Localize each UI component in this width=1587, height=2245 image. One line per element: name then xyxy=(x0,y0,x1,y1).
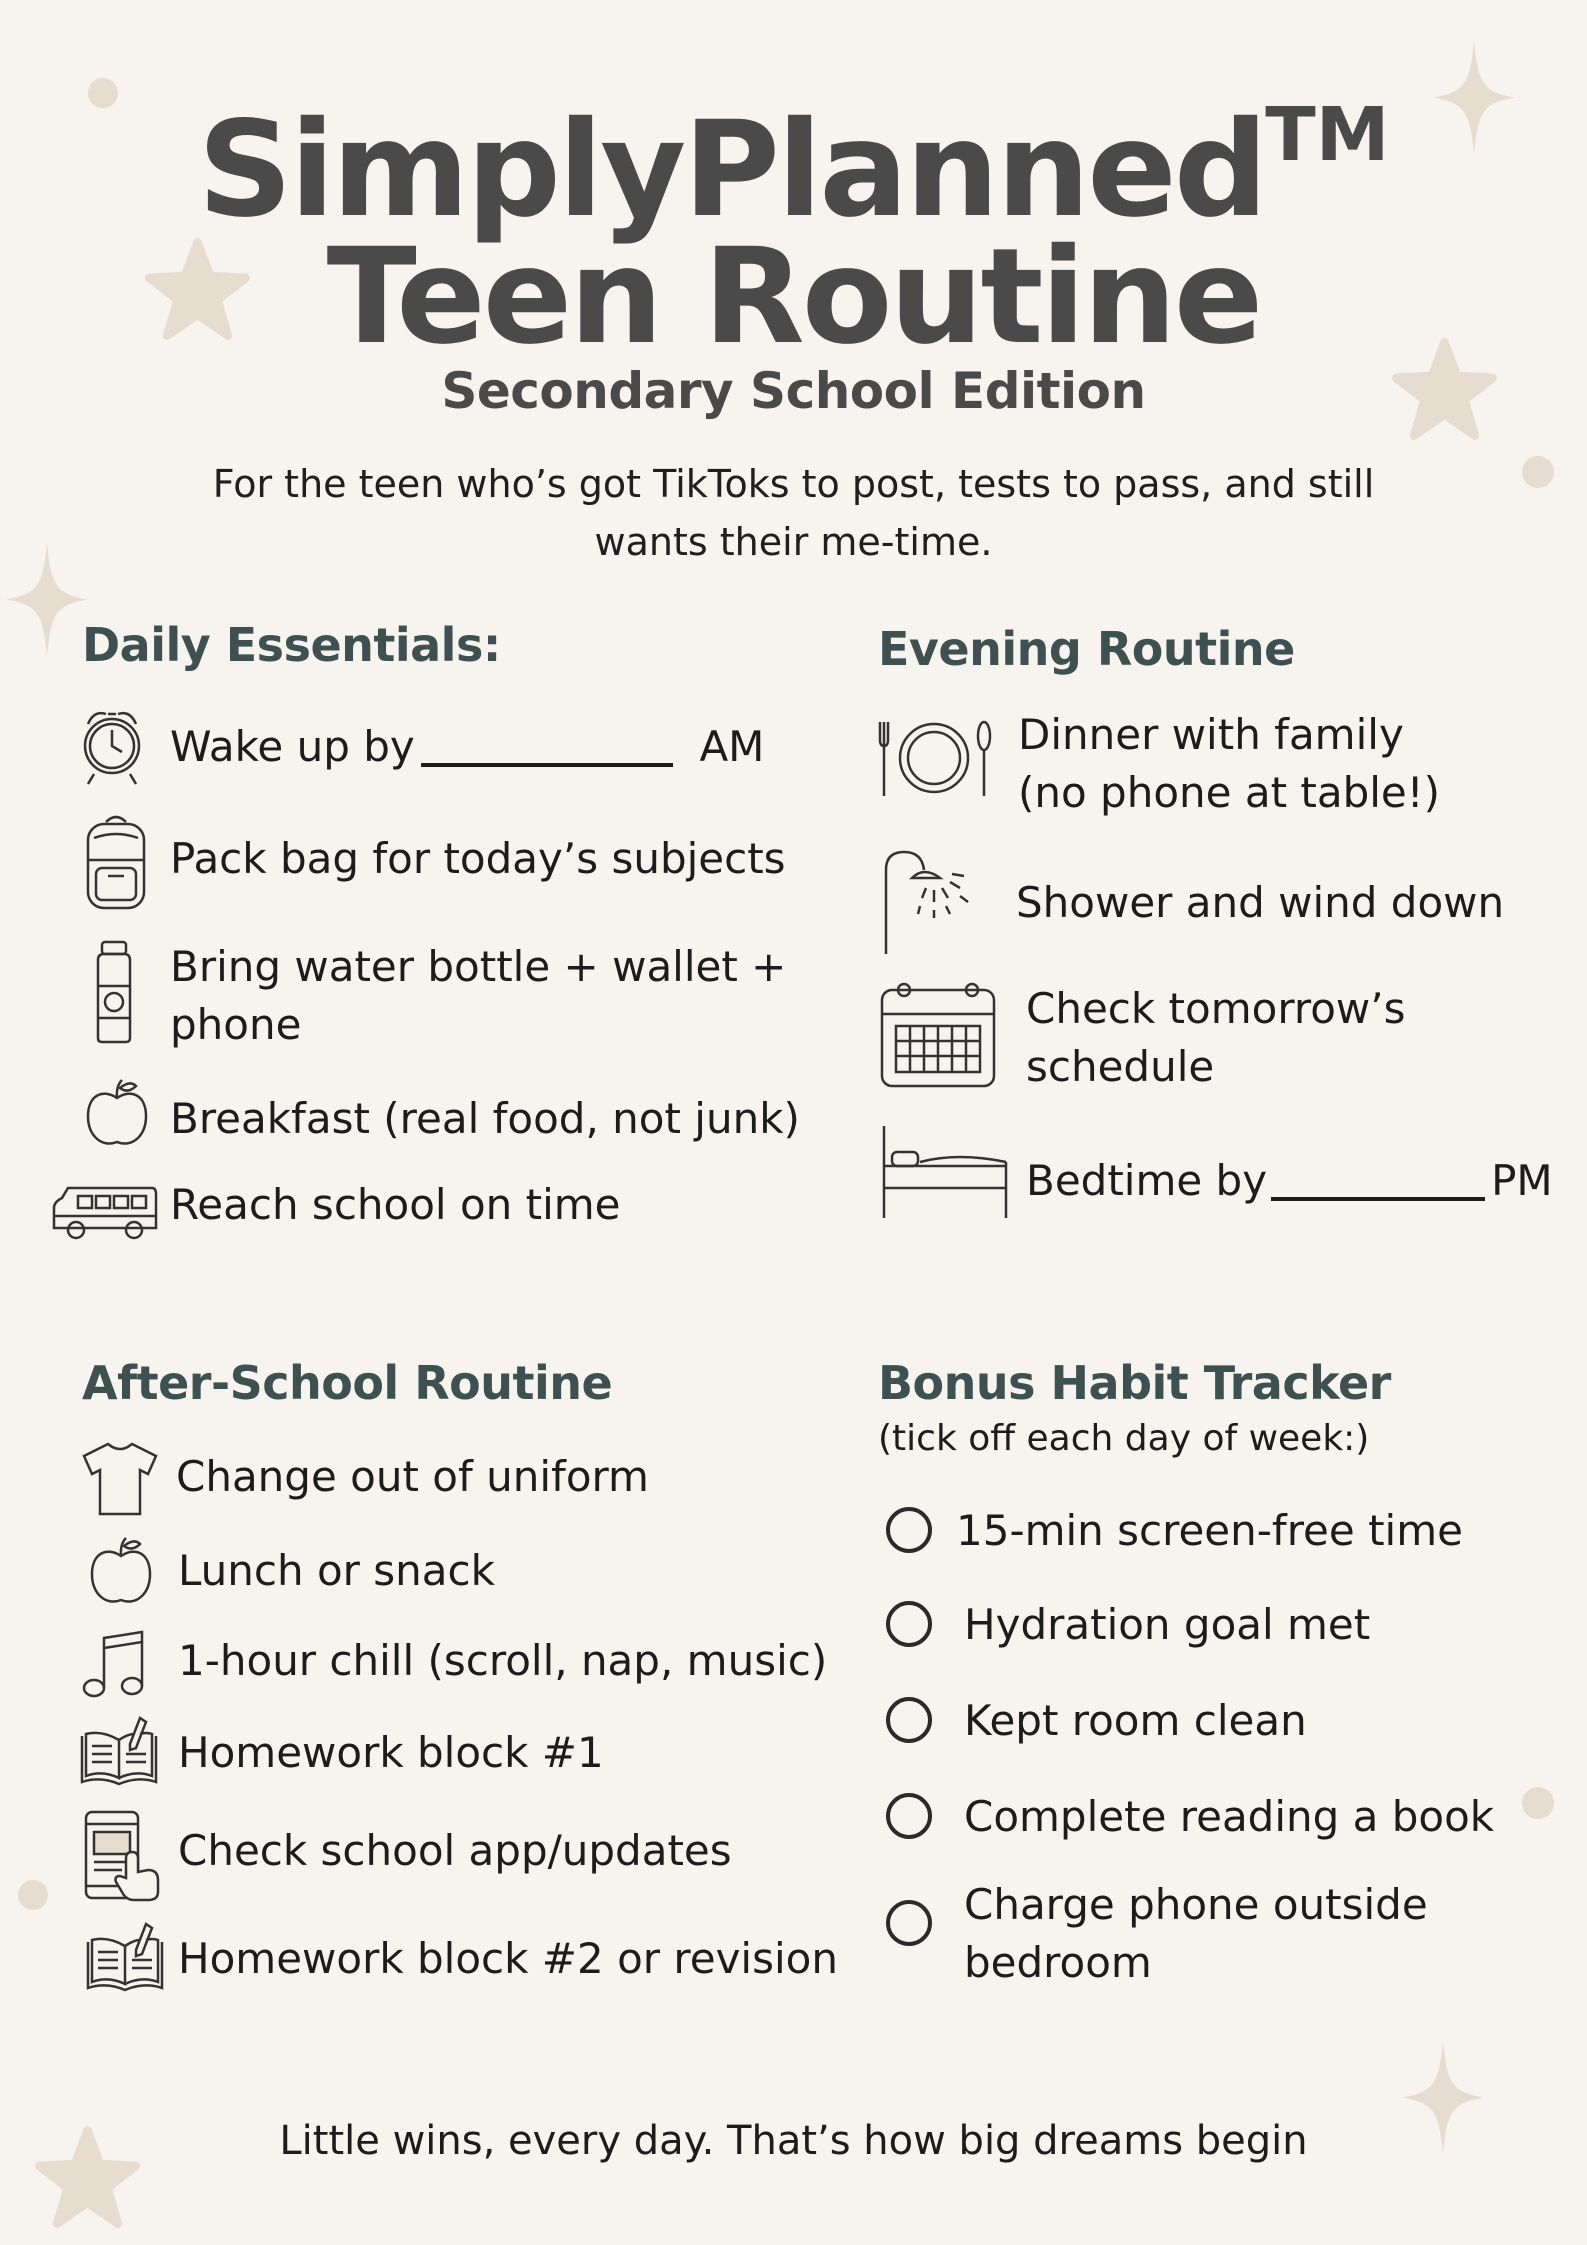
checklist-item: Check tomorrow’s schedule xyxy=(1026,984,1406,1091)
checklist-item: Shower and wind down xyxy=(1016,878,1505,927)
habit-item: Hydration goal met xyxy=(964,1600,1371,1649)
decor-dot xyxy=(1522,456,1554,488)
bed-icon xyxy=(878,1122,1012,1220)
daily-essentials-heading: Daily Essentials: xyxy=(82,618,501,672)
alarm-clock-icon xyxy=(78,700,146,786)
tagline: For the teen who’s got TikToks to post, tests to pass, and still wants their me-time. xyxy=(212,462,1375,564)
habit-item: Complete reading a book xyxy=(964,1792,1495,1841)
school-bus-icon xyxy=(48,1178,160,1244)
habit-item: Charge phone outside bedroom xyxy=(964,1880,1428,1987)
sparkle-decoration-icon xyxy=(6,542,88,657)
habit-checkbox[interactable] xyxy=(886,1900,932,1946)
checklist-item: Homework block #2 or revision xyxy=(178,1934,838,1983)
open-book-pen-icon xyxy=(84,1920,166,1994)
decor-dot xyxy=(18,1880,48,1910)
trademark-mark: TM xyxy=(1265,92,1390,178)
checklist-item: Pack bag for today’s subjects xyxy=(170,834,786,883)
habit-checkbox[interactable] xyxy=(886,1507,932,1553)
page-title-line-2: Teen Routine xyxy=(326,220,1261,374)
habit-checkbox[interactable] xyxy=(886,1697,932,1743)
evening-routine-heading: Evening Routine xyxy=(878,622,1295,676)
calendar-icon xyxy=(878,976,998,1090)
checklist-item: Wake up by AM xyxy=(170,722,765,771)
checklist-item: Check school app/updates xyxy=(178,1826,732,1875)
water-bottle-icon xyxy=(88,938,140,1046)
checklist-item: Dinner with family (no phone at table!) xyxy=(1018,710,1440,817)
checklist-item: Change out of uniform xyxy=(176,1452,649,1501)
tablet-hand-icon xyxy=(82,1808,162,1902)
apple-icon xyxy=(88,1536,154,1608)
habit-tracker-heading: Bonus Habit Tracker xyxy=(878,1356,1391,1410)
page-subtitle: Secondary School Edition xyxy=(441,362,1146,420)
checklist-item: Breakfast (real food, not junk) xyxy=(170,1094,800,1143)
habit-checkbox[interactable] xyxy=(886,1601,932,1647)
music-note-icon xyxy=(80,1630,146,1700)
after-school-heading: After-School Routine xyxy=(82,1356,613,1410)
page-title: SimplyPlanned™ xyxy=(197,92,1390,247)
apple-icon xyxy=(84,1078,150,1150)
footer-quote: Little wins, every day. That’s how big dreams begin xyxy=(279,2118,1308,2164)
checklist-item: Homework block #1 xyxy=(178,1728,604,1777)
tshirt-icon xyxy=(80,1440,160,1518)
checklist-item: Bring water bottle + wallet + phone xyxy=(170,942,787,1049)
habit-tracker-subheading: (tick off each day of week:) xyxy=(878,1418,1370,1459)
checklist-item: 1-hour chill (scroll, nap, music) xyxy=(178,1636,828,1685)
time-blank[interactable] xyxy=(1271,1197,1485,1201)
habit-item: Kept room clean xyxy=(964,1696,1307,1745)
shower-icon xyxy=(880,848,992,954)
habit-checkbox[interactable] xyxy=(886,1793,932,1839)
checklist-item: Bedtime by PM xyxy=(1026,1156,1553,1205)
plate-cutlery-icon xyxy=(876,716,994,802)
habit-item: 15-min screen-free time xyxy=(956,1506,1463,1555)
decor-dot xyxy=(1522,1787,1554,1819)
time-blank[interactable] xyxy=(421,763,673,767)
checklist-item: Reach school on time xyxy=(170,1180,621,1229)
backpack-icon xyxy=(80,812,152,912)
open-book-pen-icon xyxy=(78,1714,160,1788)
checklist-item: Lunch or snack xyxy=(178,1546,495,1595)
